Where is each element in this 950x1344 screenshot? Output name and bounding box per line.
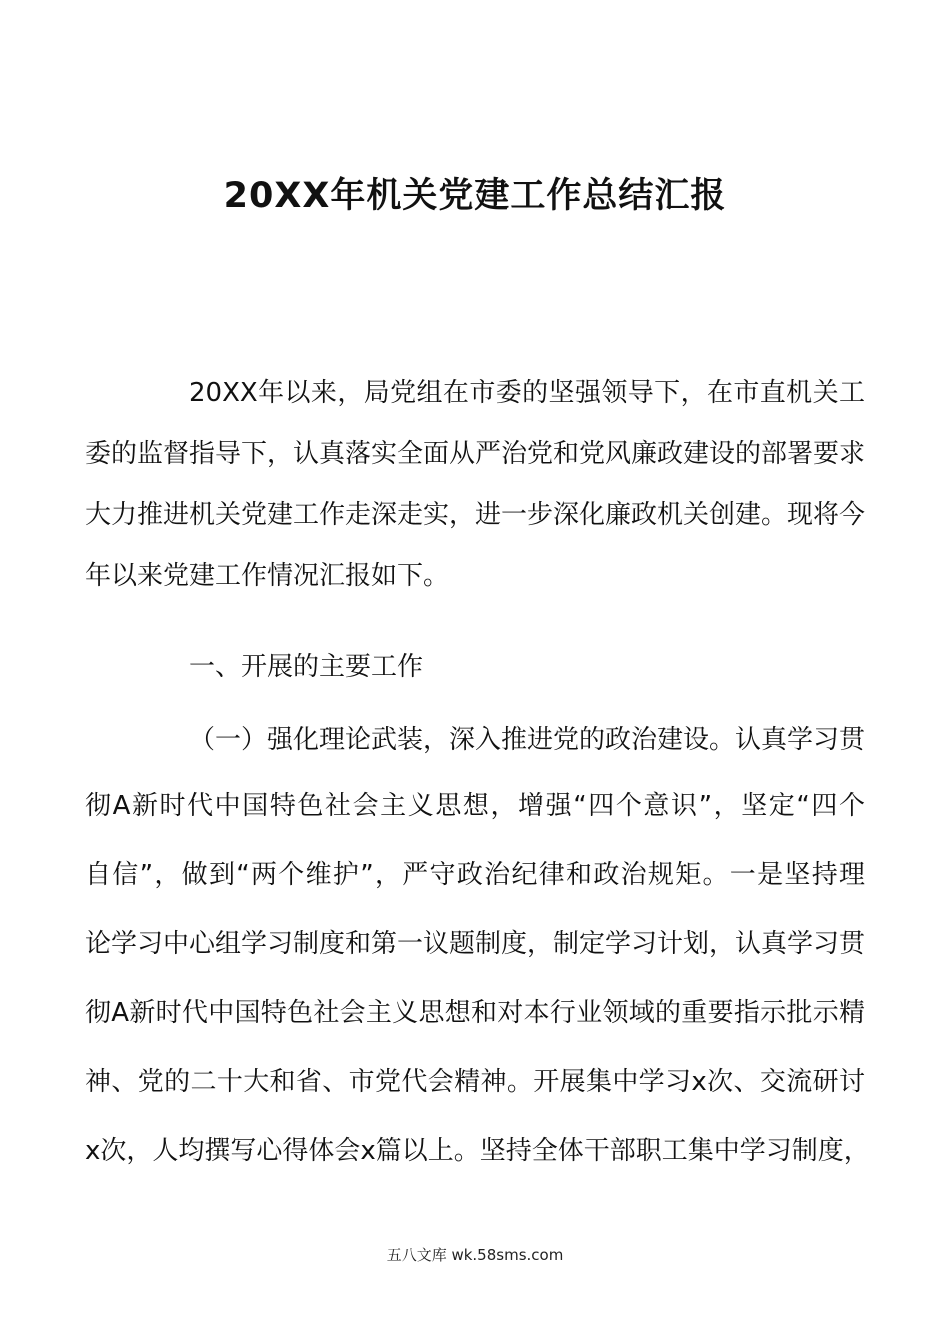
paragraph-line: 20XX年以来，局党组在市委的坚强领导下，在市直机关工 xyxy=(189,378,865,408)
subsection-heading-line: （一）强化理论武装，深入推进党的政治建设。认真学习贯 xyxy=(189,725,866,755)
paragraph-line: 彻A新时代中国特色社会主义思想和对本行业领域的重要指示批示精 xyxy=(85,998,865,1028)
footer-watermark: 五八文库 wk.58sms.com xyxy=(386,1246,564,1264)
paragraph-line: x次，人均撰写心得体会x篇以上。坚持全体干部职工集中学习制度， xyxy=(85,1136,870,1166)
paragraph-line: 神、党的二十大和省、市党代会精神。开展集中学习x次、交流研讨 xyxy=(85,1067,865,1097)
paragraph-line: 自信”，做到“两个维护”，严守政治纪律和政治规矩。一是坚持理 xyxy=(85,860,865,890)
paragraph-line: 大力推进机关党建工作走深走实，进一步深化廉政机关创建。现将今 xyxy=(85,500,866,530)
paragraph-line: 论学习中心组学习制度和第一议题制度，制定学习计划，认真学习贯 xyxy=(85,929,866,959)
section-heading: 一、开展的主要工作 xyxy=(189,652,424,682)
paragraph-line: 年以来党建工作情况汇报如下。 xyxy=(85,561,450,591)
paragraph-line: 彻A新时代中国特色社会主义思想，增强“四个意识”，坚定“四个 xyxy=(85,791,865,821)
paragraph-line: 委的监督指导下，认真落实全面从严治党和党风廉政建设的部署要求 xyxy=(85,439,866,469)
document-title: 20XX年机关党建工作总结汇报 xyxy=(223,176,727,216)
